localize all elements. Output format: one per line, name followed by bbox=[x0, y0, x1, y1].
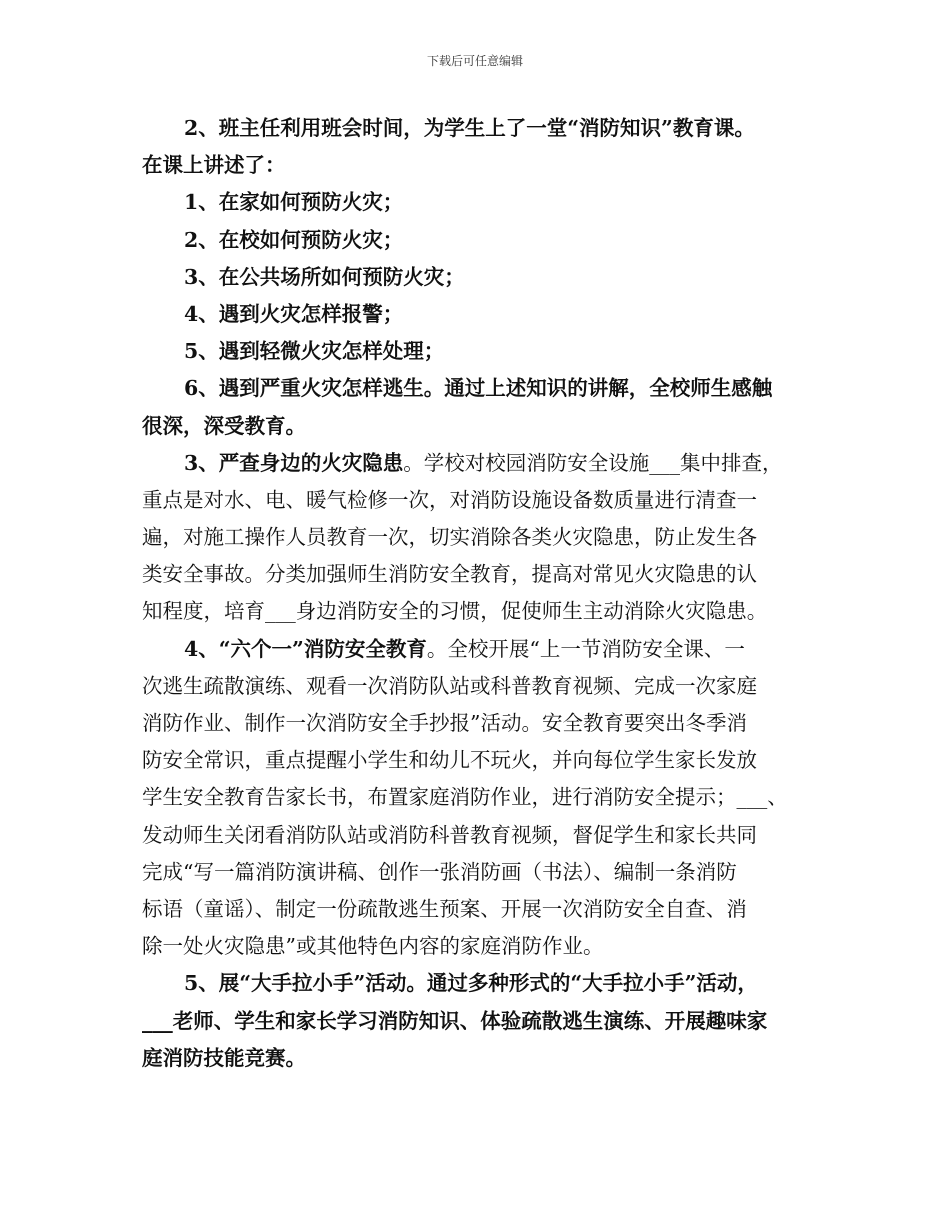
section-6-line-2: 很深，深受教育。 bbox=[142, 413, 306, 438]
section-4-heading: 4、“六个一”消防安全教育 bbox=[184, 636, 427, 661]
section-2-line-1: 2、班主任利用班会时间，为学生上了一堂“消防知识”教育课。 bbox=[184, 116, 755, 140]
section-3-line-5: 知程度，培育___身边消防安全的习惯，促使师生主动消除火灾隐患。 bbox=[142, 599, 768, 624]
section-3-line-4: 类安全事故。分类加强师生消防安全教育，提高对常见火灾隐患的认 bbox=[142, 562, 757, 587]
section-3-first-rest: 。学校对校园消防安全设施___集中排查， bbox=[403, 450, 783, 475]
list-item-2: 2、在校如何预防火灾； bbox=[184, 227, 404, 252]
section-3-line-2: 重点是对水、电、暖气检修一次，对消防设施设备数质量进行清查一 bbox=[142, 487, 757, 512]
section-4-line-8: 标语（童谣）、制定一份疏散逃生预案、开展一次消防安全自查、消 bbox=[142, 896, 747, 921]
section-4-line-2: 次逃生疏散演练、观看一次消防队站或科普教育视频、完成一次家庭 bbox=[142, 673, 757, 698]
section-2-line-2: 在课上讲述了： bbox=[142, 153, 286, 178]
section-5-line-1: 5、展“大手拉小手”活动。通过多种形式的“大手拉小手”活动， bbox=[184, 971, 758, 996]
section-5-line-2: ___老师、学生和家长学习消防知识、体验疏散逃生演练、开展趣味家 bbox=[142, 1008, 768, 1033]
section-3-line-1 bbox=[142, 445, 814, 482]
section-4-line-1 bbox=[142, 631, 814, 668]
section-3-line-3: 遍，对施工操作人员教育一次，切实消除各类火灾隐患，防止发生各 bbox=[142, 525, 757, 550]
section-4-line-4: 防安全常识，重点提醒小学生和幼儿不玩火，并向每位学生家长发放 bbox=[142, 748, 757, 773]
list-item-3: 3、在公共场所如何预防火灾； bbox=[184, 264, 465, 289]
section-4-line-6: 发动师生关闭看消防队站或消防科普教育视频，督促学生和家长共同 bbox=[142, 822, 757, 847]
list-item-1: 1、在家如何预防火灾； bbox=[184, 190, 404, 215]
section-4-line-7: 完成“写一篇消防演讲稿、创作一张消防画（书法）、编制一条消防 bbox=[142, 859, 737, 884]
section-6-line-1: 6、遇到严重火灾怎样逃生。通过上述知识的讲解，全校师生感触 bbox=[184, 376, 773, 401]
section-4-first-rest: 。全校开展“上一节消防安全课、一 bbox=[426, 636, 745, 661]
section-4-line-9: 除一处火灾隐患”或其他特色内容的家庭消防作业。 bbox=[142, 934, 604, 959]
list-item-5: 5、遇到轻微火灾怎样处理； bbox=[184, 339, 445, 364]
section-3-heading: 3、严查身边的火灾隐患 bbox=[184, 450, 404, 475]
section-5-line-3: 庭消防技能竞赛。 bbox=[142, 1045, 306, 1070]
page-header: 下载后可任意编辑 bbox=[426, 54, 523, 68]
list-item-4: 4、遇到火灾怎样报警； bbox=[184, 301, 404, 326]
document-body bbox=[142, 110, 814, 1077]
section-4-line-5: 学生安全教育告家长书，布置家庭消防作业，进行消防安全提示；___、 bbox=[142, 785, 788, 810]
section-4-line-3: 消防作业、制作一次消防安全手抄报”活动。安全教育要突出冬季消 bbox=[142, 711, 747, 735]
